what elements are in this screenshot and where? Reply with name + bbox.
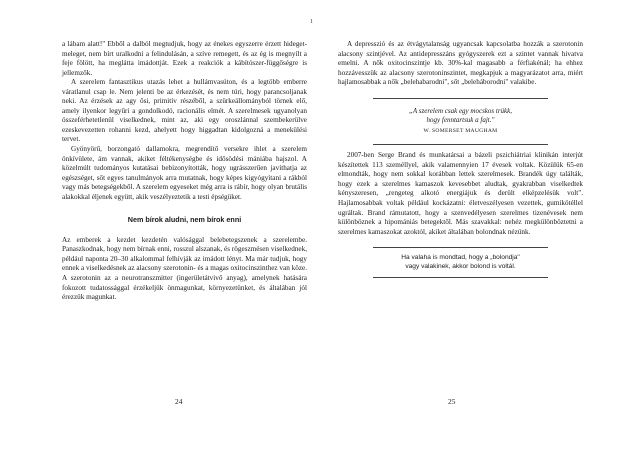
quote-line-1: „A szerelem csak egy mocskos trükk, [408,106,513,115]
left-paragraph-3: Gyönyörű, borzongató dallamokra, megrendítő versekre ihlet a szerelem önkívülete, ám vannak, akiket féltékenységbe és idősödési mániába hajszol. A közelmúlt tudományos kutatásai bebizonyították, hogy ugrásszerűen javíthatja az egészséget, sőt egyes tanulmányok arra mutatnak, hogy képes kigyógyítani a rákból vagy más betegségekből. A szerelem egyeseket még arra is rábír, hogy olyan brutális alakokkal éljenek együtt, akik veszélyeztetik a testi épségüket. [62,145,307,201]
quote-top-rule [373,98,548,99]
quote-bottom-rule [373,144,548,145]
callout-top-rule [373,247,548,248]
quote-text [338,107,583,125]
quote-author: W. SOMERSET MAUGHAM [423,127,498,134]
callout-line-1: Ha valaha is mondtad, hogy a „bolondja" [401,254,520,262]
callout-text [373,254,548,271]
left-paragraph-4: Az emberek a kezdet kezdetén valósággal belebetegszenek a szerelembe. Panaszkodnak, hogy nem bírnak enni, rosszul alszanak, és rögeszmésen viselkednek, például naponta 20–30 alkalommal felhívják az imádott lényt. Ma már tudjuk, hogy ennek a viselkedésnek az alacsony szerotonin- és a magas oxitocinszinthez van köze. A szerotonin az a neurotranszmitter (ingerületátvivő anyag), amelynek hatására fokozott tudatossággal érzékeljük önmagunkat, környezetünket, és általában jól érezzük magunkat. [62,235,307,302]
left-paragraph-2: A szerelem fantasztikus utazás lehet a hullámvasúton, és a legtöbb emberre váratlanul csap le. Nem jelenti be az érkezését, és nem túri, hogy parancsoljanak neki. Az érzések az agy ősi, primitív részéből, a szürkeállományból törnek elő, amely ilyenkor legyűri a gondolkodó, racionális elmét. A szerelmesek ugyanolyan összeférhetetlenül viselkednek, mint az, aki egy oroszlánnal szembekerülve ezeskevezetten rohanni kezd, ahelyett hogy higgadtan kidolgozná a menekülési tervet. [62,78,307,144]
section-title: Nem bírok aludni, nem bírok enni [127,215,242,225]
page-number-right: 25 [448,397,456,406]
right-page [338,40,583,278]
quote-line-2: hogy fenntartsuk a fajt." [426,115,495,124]
callout-line-2: vagy valakinek, akkor bolond is voltál. [405,262,516,270]
top-mark: 1 [310,19,313,25]
right-paragraph-1: A depresszió és az étvágytalanság ugyancsak kapcsolatba hozzák a szerotonin alacsony szintjével. Az antidepresszáns gyógyszerek ezt a szintet vannak hivatva emelni. A nők oxitocinszintje kb. 30%-kal magasabb a férfiakénál; ha ehhez hozzávesszük az alacsony szerotoninszintet, megkapjuk a magyarázatot arra, miért hajlamosabbak a nők „belehabarodni", sőt „beleháborodni" valakibe. [338,40,583,87]
left-paragraph-1: a lábam alatt!" Ebből a dalból megtudjuk, hogy az énekes egyszerre érzett hideget-meleget, nem bírt uralkodni a felindulásán, a szíve remegett, és az ég is megnyílt a feje fölött, ha meglátta imádottját. Ezek a reakciók a kábítószer-függőségre is jellemzők. [62,40,307,77]
page-number-left: 24 [175,397,183,406]
left-page [62,40,307,303]
right-paragraph-2: 2007-ben Serge Brand és munkatársai a bázeli pszichiátriai klinikán interjút készítettek 113 személlyel, akik valamennyien 17 évesek voltak. Közülük 65-en elmondták, hogy nem sokkal korábban lettek szerelmesek. Brandék úgy találták, hogy ezek a szerelmes kamaszok kevesebbet aludtak, gyakrabban viselkedtek kényszeresen, „rengeteg alkotó energiájuk és derült elképzelésük volt". Hajlamosabbak voltak például kockázatni: életveszélyesen vezettek, gumikötéllel ugráltak. Brand rámutatott, hogy a szenvedélyesen szerelmes tizenévesek nem különböznek a hipomániás betegektől. Más szavakkal: nehéz megkülönböztetni a szerelmes kamaszokat azoktól, akiket általában bolondnak nézünk. [338,151,583,236]
callout-box [373,247,548,278]
callout-bottom-rule [373,277,548,278]
quote-block [338,98,583,146]
